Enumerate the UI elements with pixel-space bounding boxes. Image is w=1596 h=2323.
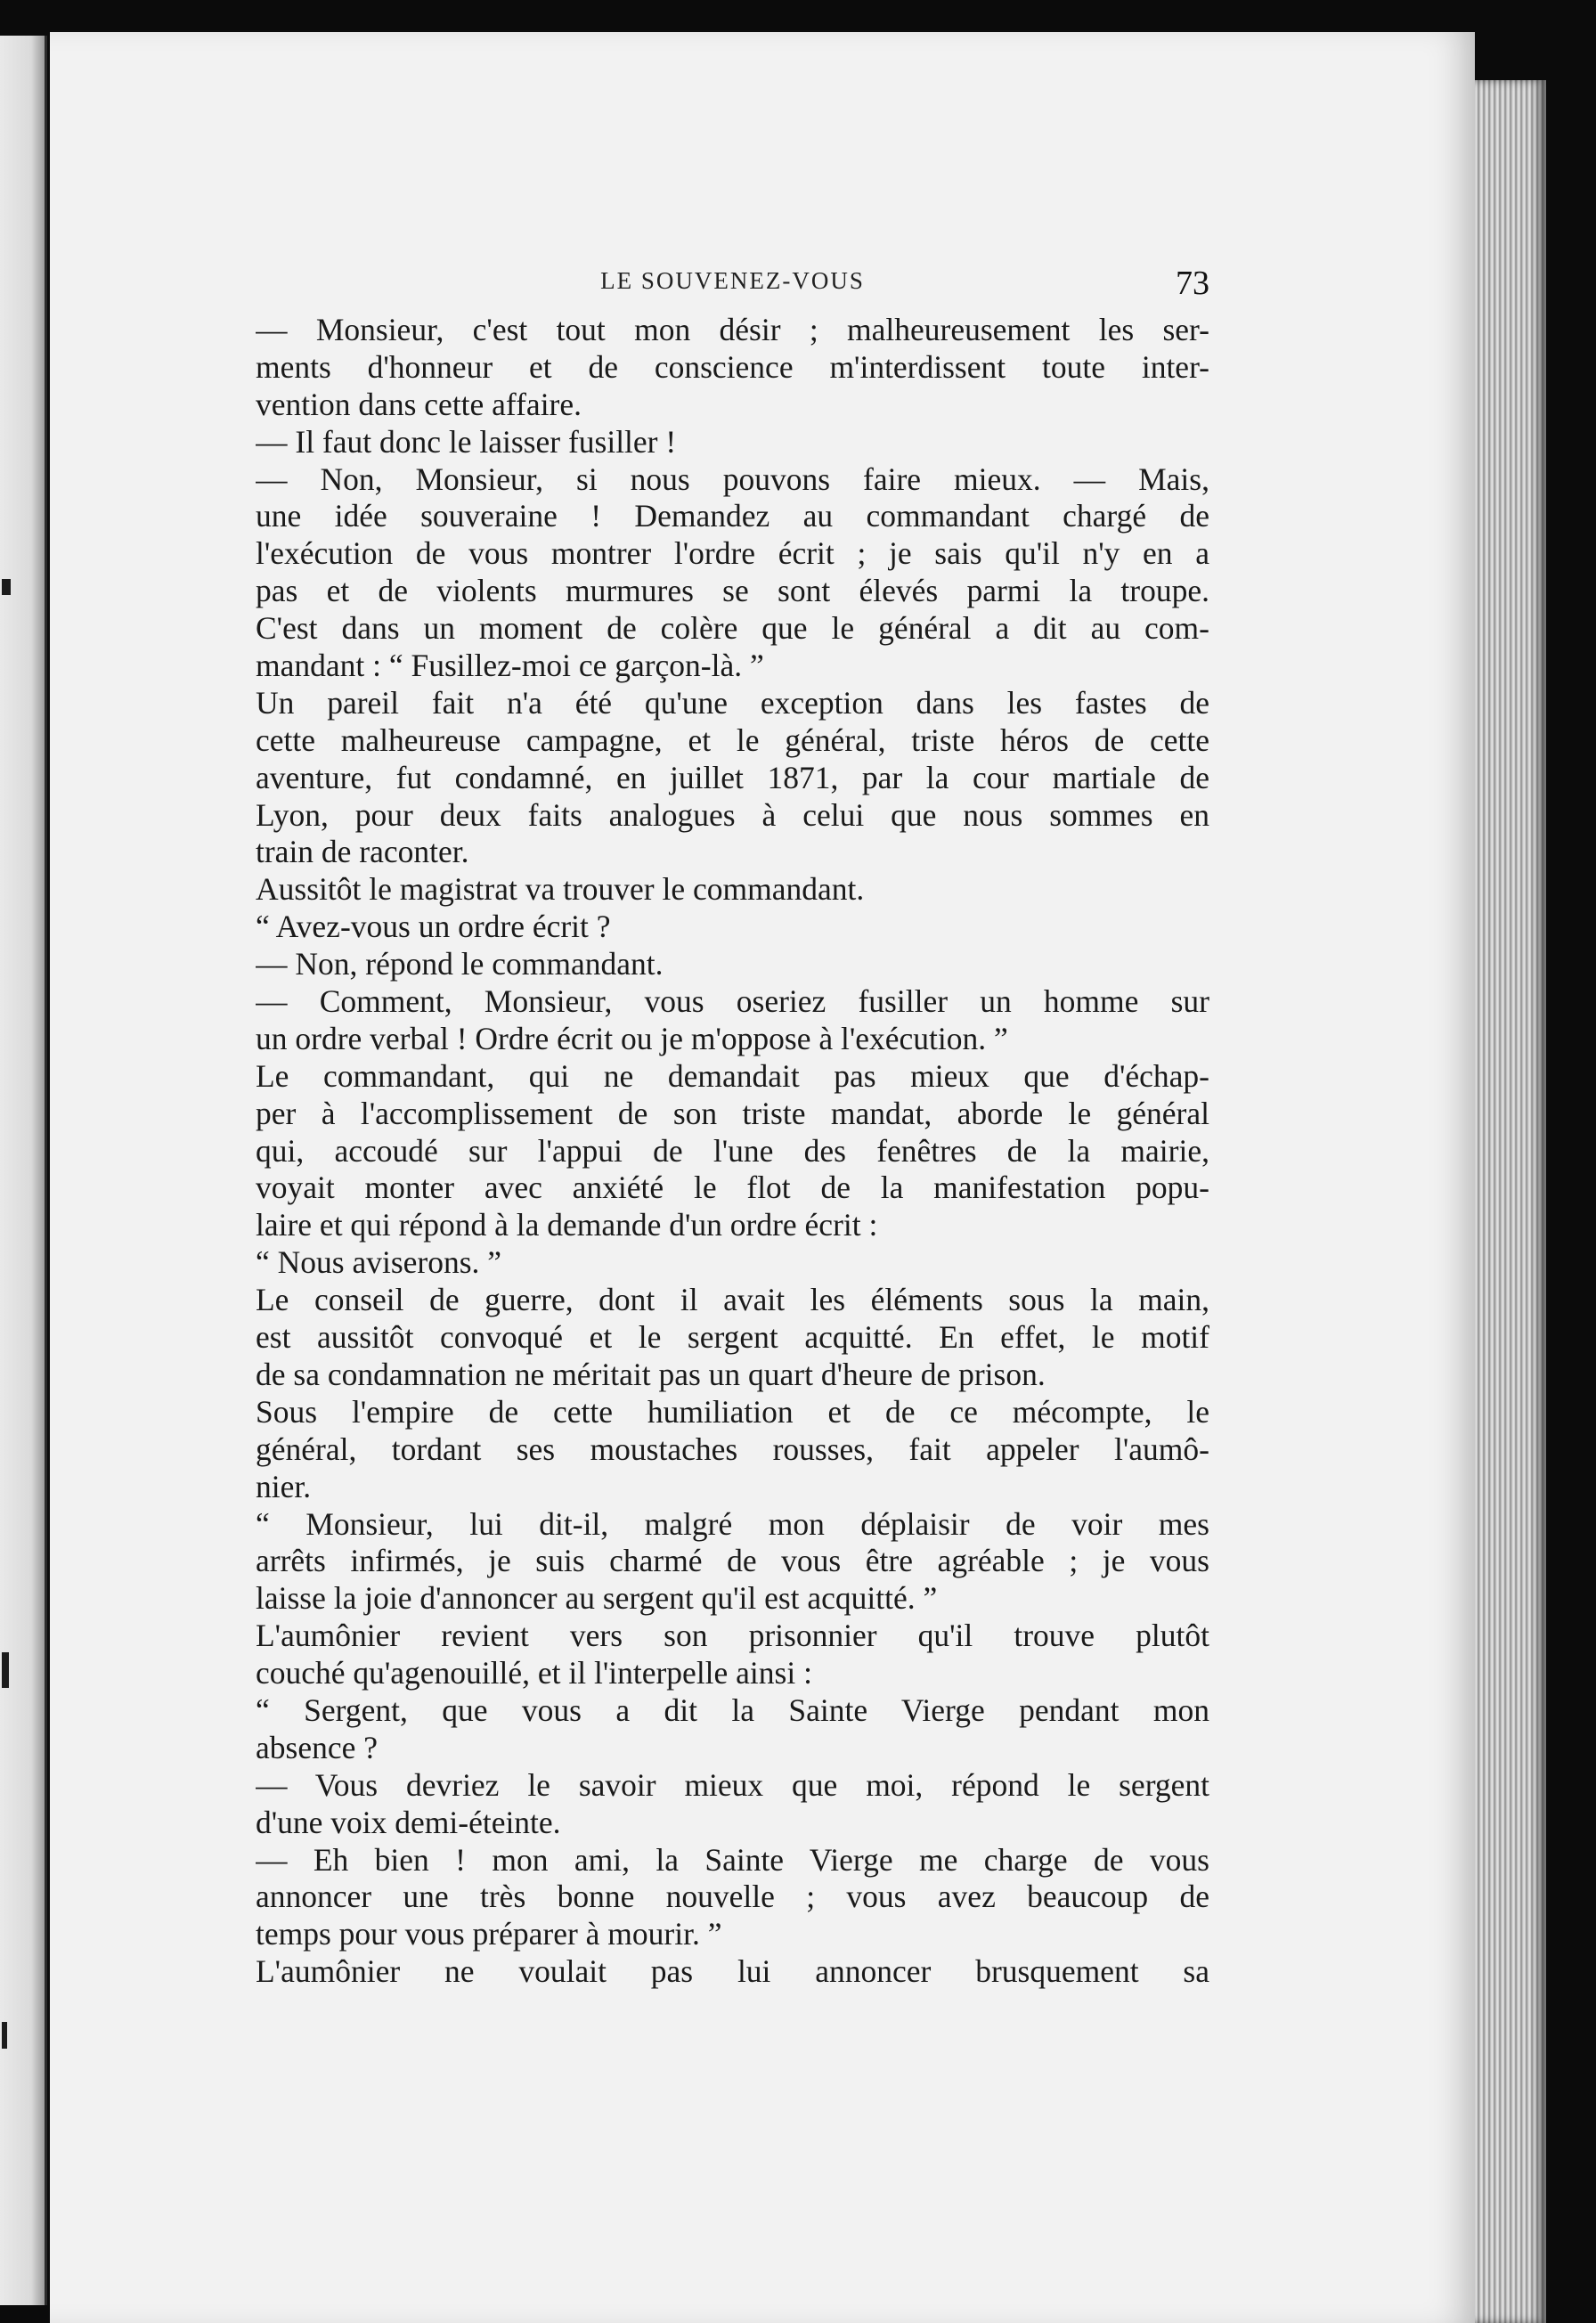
text-line: C'est dans un moment de colère que le général a dit au com- [256,610,1209,647]
text-line: Sous l'empire de cette humiliation et de ce mécompte, le [256,1393,1209,1430]
text-line: aventure, fut condamné, en juillet 1871, par la cour martiale de [256,759,1209,795]
text-line: l'exécution de vous montrer l'ordre écrit ; je sais qu'il n'y en a [256,535,1209,572]
text-line: Le commandant, qui ne demandait pas mieux que d'échap- [256,1057,1209,1094]
text-line: nier. [256,1468,312,1504]
text-line: L'aumônier ne voulait pas lui annoncer brusquement sa [256,1953,1209,1990]
text-line: train de raconter. [256,834,469,870]
text-line: Un pareil fait n'a été qu'une exception dans les fastes de [256,684,1209,721]
text-line: laisse la joie d'annoncer au sergent qu'il est acquitté. ” [256,1580,938,1617]
text-line: mandant : “ Fusillez-moi ce garçon-là. ” [256,648,764,684]
running-head [256,267,1209,312]
text-line: — Comment, Monsieur, vous oseriez fusiller un homme sur [256,983,1209,1020]
text-line: vention dans cette affaire. [256,386,582,422]
text-line: cette malheureuse campagne, et le général, triste héros de cette [256,721,1209,758]
running-head-title: LE SOUVENEZ-VOUS [600,267,865,294]
page-mark [2,1652,9,1688]
text-line: une idée souveraine ! Demandez au commandant chargé de [256,498,1209,534]
text-line: est aussitôt convoqué et le sergent acquitté. En effet, le motif [256,1319,1209,1356]
text-line: — Il faut donc le laisser fusiller ! [256,423,677,460]
page-number: 73 [1176,265,1209,302]
text-line: de sa condamnation ne méritait pas un quart d'heure de prison. [256,1356,1046,1392]
text-line: “ Avez-vous un ordre écrit ? [256,909,611,945]
text-line: couché qu'agenouillé, et il l'interpelle ainsi : [256,1655,812,1691]
text-line: qui, accoudé sur l'appui de l'une des fenêtres de la mairie, [256,1132,1209,1169]
text-line: général, tordant ses moustaches rousses, fait appeler l'aumô- [256,1430,1209,1467]
text-line: ments d'honneur et de conscience m'interdissent toute inter- [256,348,1209,385]
text-line: arrêts infirmés, je suis charmé de vous être agréable ; je vous [256,1543,1209,1579]
page-mark [2,2022,7,2049]
text-line: absence ? [256,1729,378,1765]
text-line: — Vous devriez le savoir mieux que moi, répond le sergent [256,1766,1209,1803]
page-text-block [256,267,1209,1991]
body-text [256,312,1209,1991]
text-line: Lyon, pour deux faits analogues à celui que nous sommes en [256,796,1209,833]
text-line: — Monsieur, c'est tout mon désir ; malheureusement les ser- [256,312,1209,347]
text-line: annoncer une très bonne nouvelle ; vous avez beaucoup de [256,1879,1209,1915]
left-facing-page-edge [0,36,47,2305]
page-mark [2,579,11,595]
text-line: per à l'accomplissement de son triste mandat, aborde le général [256,1095,1209,1131]
text-line: laire et qui répond à la demande d'un ordre écrit : [256,1207,878,1243]
text-line: L'aumônier revient vers son prisonnier qu'il trouve plutôt [256,1618,1209,1654]
text-line: pas et de violents murmures se sont élevés parmi la troupe. [256,573,1209,609]
text-line: “ Nous aviserons. ” [256,1244,502,1281]
text-line: d'une voix demi-éteinte. [256,1804,561,1840]
text-line: — Non, répond le commandant. [256,946,664,982]
text-line: — Eh bien ! mon ami, la Sainte Vierge me charge de vous [256,1841,1209,1878]
text-line: “ Sergent, que vous a dit la Sainte Vierge pendant mon [256,1691,1209,1728]
text-line: “ Monsieur, lui dit-il, malgré mon déplaisir de voir mes [256,1505,1209,1542]
text-line: — Non, Monsieur, si nous pouvons faire mieux. — Mais, [256,461,1209,497]
text-line: un ordre verbal ! Ordre écrit ou je m'oppose à l'exécution. ” [256,1020,1008,1056]
text-line: Aussitôt le magistrat va trouver le commandant. [256,871,865,908]
text-line: Le conseil de guerre, dont il avait les éléments sous la main, [256,1282,1209,1318]
page-block-edges [1475,80,1546,2323]
text-line: temps pour vous préparer à mourir. ” [256,1916,722,1952]
text-line: voyait monter avec anxiété le flot de la manifestation popu- [256,1170,1209,1206]
